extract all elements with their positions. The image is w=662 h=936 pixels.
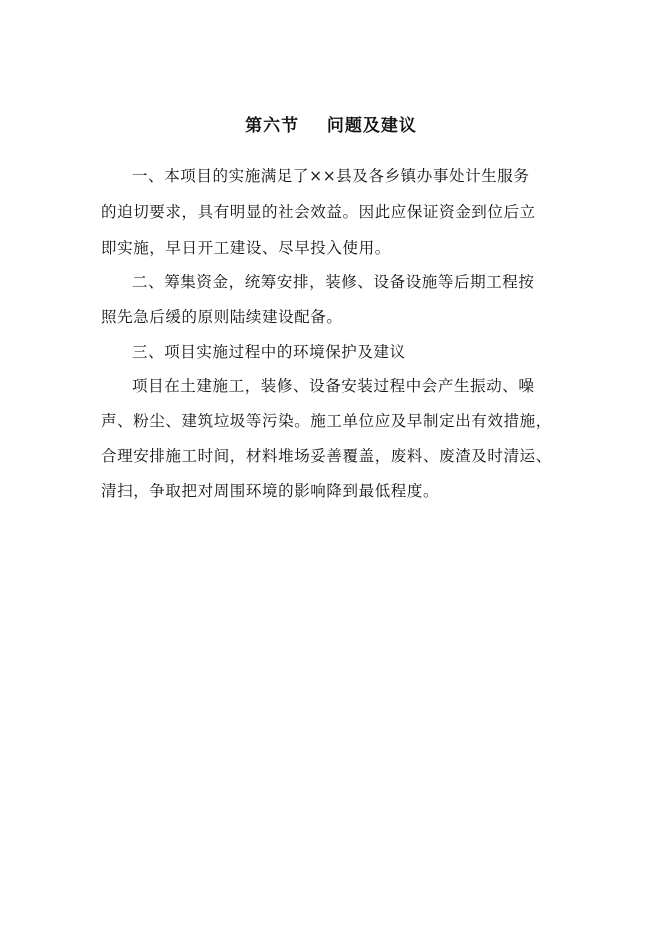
paragraph-4-line-2: 声、粉尘、建筑垃圾等污染。施工单位应及早制定出有效措施， xyxy=(101,412,552,430)
paragraph-1-line-2: 的迫切要求，具有明显的社会效益。因此应保证资金到位后立 xyxy=(101,203,536,221)
paragraph-3-heading: 三、项目实施过程中的环境保护及建议 xyxy=(132,343,406,361)
paragraph-4-line-3: 合理安排施工时间，材料堆场妥善覆盖，废料、废渣及时清运、 xyxy=(101,447,552,465)
paragraph-1-line-3: 即实施，早日开工建设、尽早投入使用。 xyxy=(101,239,391,257)
section-title: 第六节 问题及建议 xyxy=(245,116,417,136)
paragraph-1-line-1: 一、本项目的实施满足了××县及各乡镇办事处计生服务 xyxy=(132,167,530,185)
paragraph-4-line-1: 项目在土建施工，装修、设备安装过程中会产生振动、噪 xyxy=(132,377,535,395)
paragraph-2-line-2: 照先急后缓的原则陆续建设配备。 xyxy=(101,308,343,326)
paragraph-2-line-1: 二、筹集资金，统筹安排，装修、设备设施等后期工程按 xyxy=(132,273,535,291)
paragraph-4-line-4: 清扫，争取把对周围环境的影响降到最低程度。 xyxy=(101,482,440,500)
